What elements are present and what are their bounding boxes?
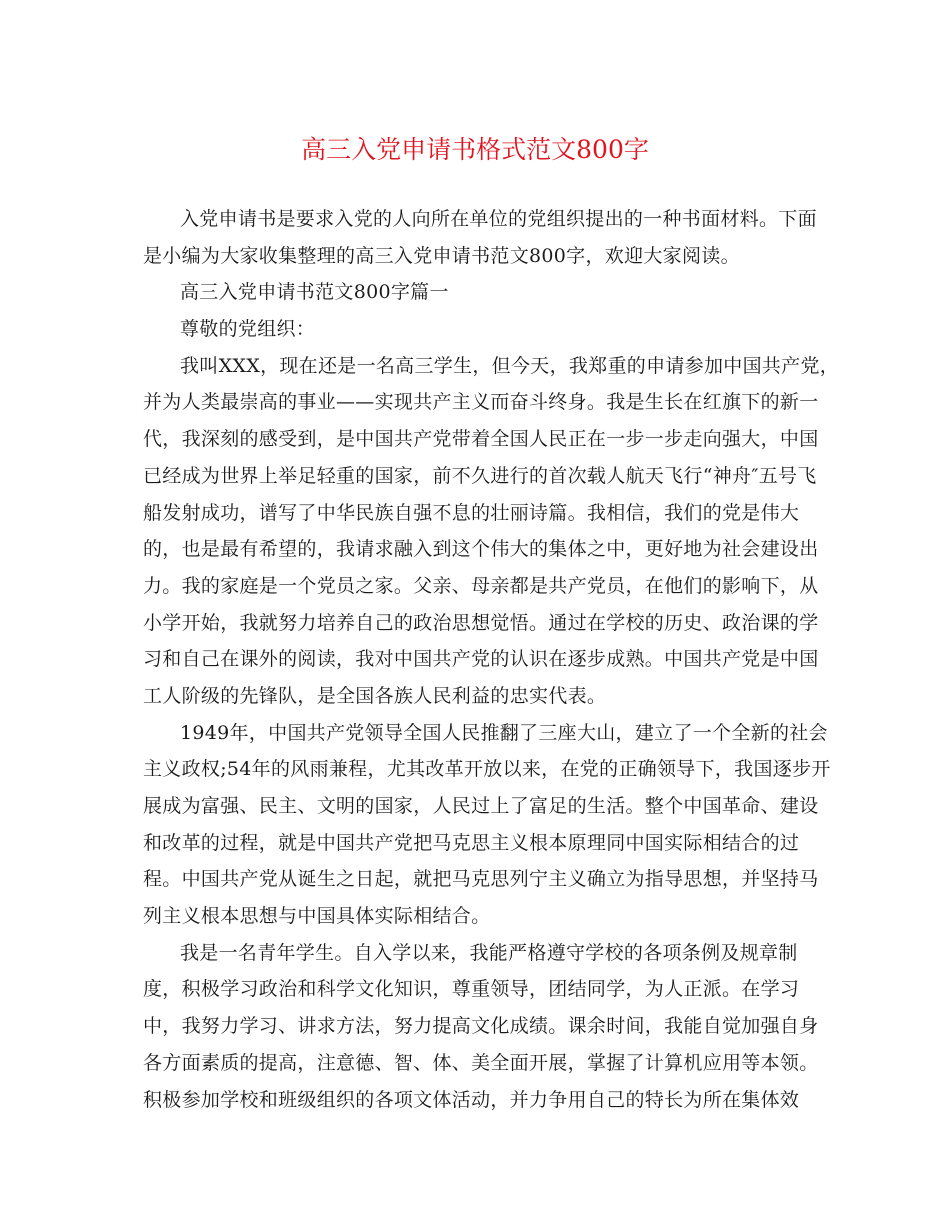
text-line: 展成为富强、民主、文明的国家，人民过上了富足的生活。整个中国革命、建设: [143, 795, 819, 817]
text-line: 高三入党申请书范文800字篇一: [180, 281, 449, 304]
text-line: 并为人类最崇高的事业——实现共产主义而奋斗终身。我是生长在红旗下的新一: [143, 391, 819, 414]
text-line: 度，积极学习政治和科学文化知识，尊重领导，团结同学，为人正派。在学习: [143, 978, 800, 1001]
text-line: 中，我努力学习、讲求方法，努力提高文化成绩。课余时间，我能自觉加强自身: [143, 1015, 819, 1038]
text-line: 习和自己在课外的阅读，我对中国共产党的认识在逐步成熟。中国共产党是中国: [143, 648, 819, 671]
text-line: 我是一名青年学生。自入学以来，我能严格遵守学校的各项条例及规章制: [180, 941, 798, 964]
text-line: 已经成为世界上举足轻重的国家，前不久进行的首次载人航天飞行“神舟″五号飞: [143, 464, 817, 487]
text-line: 小学开始，我就努力培养自己的政治思想觉悟。通过在学校的历史、政治课的学: [143, 611, 819, 634]
text-line: 主义政权;54年的风雨兼程，尤其改革开放以来，在党的正确领导下，我国逐步开: [143, 758, 831, 781]
text-line: 程。中国共产党从诞生之日起，就把马克思列宁主义确立为指导思想，并坚持马: [143, 868, 819, 891]
text-line: 列主义根本思想与中国具体实际相结合。: [143, 905, 491, 928]
text-line: 各方面素质的提高，注意德、智、体、美全面开展，掌握了计算机应用等本领。: [143, 1051, 819, 1074]
document-body: [143, 201, 840, 1118]
document-title: 高三入党申请书格式范文800字: [301, 135, 649, 164]
text-line: 1949年，中国共产党领导全国人民推翻了三座大山，建立了一个全新的社会: [180, 721, 828, 744]
text-line: 船发射成功，谱写了中华民族自强不息的壮丽诗篇。我相信，我们的党是伟大: [143, 501, 800, 524]
text-line: 尊敬的党组织：: [180, 318, 316, 341]
text-line: 和改革的过程，就是中国共产党把马克思主义根本原理同中国实际相结合的过: [143, 831, 800, 854]
text-line: 代，我深刻的感受到，是中国共产党带着全国人民正在一步一步走向强大，中国: [143, 428, 819, 451]
text-line: 入党申请书是要求入党的人向所在单位的党组织提出的一种书面材料。下面: [180, 208, 817, 230]
text-line: 我叫XXX，现在还是一名高三学生，但今天，我郑重的申请参加中国共产党，: [180, 354, 840, 377]
text-line: 工人阶级的先锋队，是全国各族人民利益的忠实代表。: [143, 684, 607, 707]
text-line: 的，也是最有希望的，我请求融入到这个伟大的集体之中，更好地为社会建设出: [143, 538, 819, 561]
text-line: 积极参加学校和班级组织的各项文体活动，并力争用自己的特长为所在集体效: [143, 1088, 800, 1111]
text-line: 是小编为大家收集整理的高三入党申请书范文800字，欢迎大家阅读。: [143, 244, 740, 267]
text-line: 力。我的家庭是一个党员之家。父亲、母亲都是共产党员，在他们的影响下，从: [143, 574, 819, 597]
